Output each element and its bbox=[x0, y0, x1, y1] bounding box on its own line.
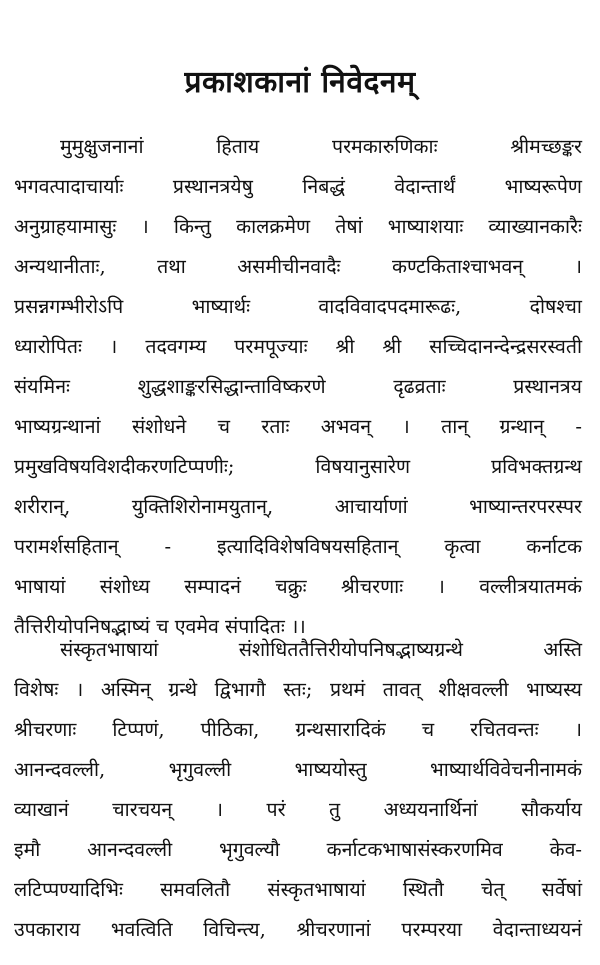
paragraph-2 bbox=[14, 630, 582, 950]
paragraph-line: संस्कृतभाषायां संशोधिततैत्तिरीयोपनिषद्भाष्यग्रन्थे अस्ति bbox=[60, 638, 582, 661]
paragraph-line: भाष्यग्रन्थानां संशोधने च रताः अभवन् । तान् ग्रन्थान् - bbox=[14, 415, 582, 438]
paragraph-line: उपकाराय भवत्विति विचिन्त्य, श्रीचरणानां परम्परया वेदान्ताध्ययनं bbox=[14, 918, 582, 941]
paragraph-line: ध्यारोपितः । तदवगम्य परमपूज्याः श्री श्री सच्चिदानन्देन्द्रसरस्वती bbox=[14, 335, 582, 358]
paragraph-line: तैत्तिरीयोपनिषद्भाष्यं च एवमेव संपादितः ।। bbox=[14, 615, 306, 638]
paragraph-line: भगवत्पादाचार्याः प्रस्थानत्रयेषु निबद्धं वेदान्तार्थं भाष्यरूपेण bbox=[14, 175, 582, 198]
paragraph-line: प्रसन्नगम्भीरोऽपि भाष्यार्थः वादविवादपदमारूढः, दोषश्चा bbox=[14, 295, 582, 318]
page-title: प्रकाशकानां निवेदनम् bbox=[184, 65, 416, 100]
paragraph-line: शरीरान्, युक्तिशिरोनामयुतान्, आचार्याणां भाष्यान्तरपरस्पर bbox=[14, 495, 582, 518]
paragraph-line: व्याखानं चारचयन् । परं तु अध्ययनार्थिनां सौकर्याय bbox=[14, 798, 582, 821]
paragraph-line: परामर्शसहितान् - इत्यादिविशेषविषयसहितान् कृत्वा कर्नाटक bbox=[14, 535, 582, 558]
paragraph-line: संयमिनः शुद्धशाङ्करसिद्धान्ताविष्करणे दृढव्रताः प्रस्थानत्रय bbox=[14, 375, 582, 398]
paragraph-line: आनन्दवल्ली, भृगुवल्ली भाष्ययोस्तु भाष्यार्थविवेचनीनामकं bbox=[14, 758, 582, 781]
paragraph-line: इमौ आनन्दवल्ली भृगुवल्यौ कर्नाटकभाषासंस्करणमिव केव- bbox=[14, 838, 582, 861]
paragraph-1 bbox=[14, 127, 582, 647]
paragraph-line: विशेषः । अस्मिन् ग्रन्थे द्विभागौ स्तः; प्रथमं तावत् शीक्षवल्ली भाष्यस्य bbox=[14, 678, 582, 701]
paragraph-line: अनुग्राहयामासुः । किन्तु कालक्रमेण तेषां भाष्याशयाः व्याख्यानकारैः bbox=[14, 215, 582, 238]
paragraph-line: प्रमुखविषयविशदीकरणटिप्पणीः; विषयानुसारेण प्रविभक्तग्रन्थ bbox=[14, 455, 582, 478]
paragraph-line: लटिप्पण्यादिभिः समवलितौ संस्कृतभाषायां स्थितौ चेत् सर्वेषां bbox=[14, 878, 582, 901]
paragraph-line: श्रीचरणाः टिप्पणं, पीठिका, ग्रन्थसारादिकं च रचितवन्तः । bbox=[14, 718, 582, 741]
paragraph-line: मुमुक्षुजनानां हिताय परमकारुणिकाः श्रीमच्छङ्कर bbox=[60, 135, 582, 158]
paragraph-line: अन्यथानीताः, तथा असमीचीनवादैः कण्टकिताश्चाभवन् । bbox=[14, 255, 582, 278]
paragraph-line: भाषायां संशोध्य सम्पादनं चक्रुः श्रीचरणाः । वल्लीत्रयातमकं bbox=[14, 575, 582, 598]
